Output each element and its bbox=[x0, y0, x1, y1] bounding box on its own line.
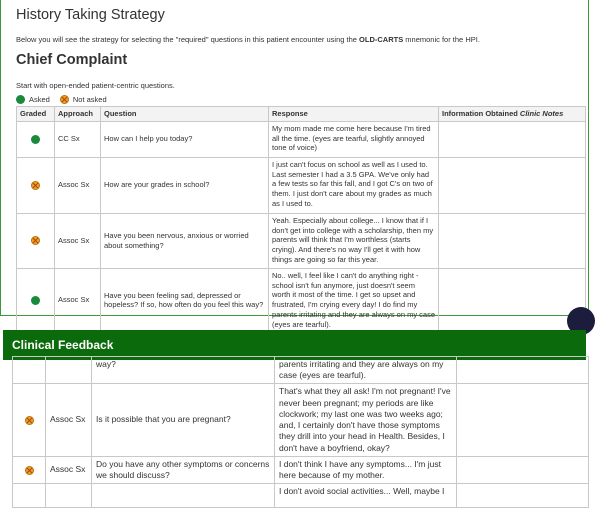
col-approach: Approach bbox=[55, 107, 101, 122]
question-cell: Is it possible that you are pregnant? bbox=[92, 384, 275, 456]
approach-cell: Assoc Sx bbox=[46, 456, 92, 483]
approach-cell: Assoc Sx bbox=[46, 384, 92, 456]
response-cell: My mom made me come here because I'm tired all the time. (eyes are tearful, slightly annoyed tone of voice) bbox=[269, 121, 439, 157]
clinical-feedback-title: Clinical Feedback bbox=[12, 338, 114, 352]
response-cell: No.. well, I feel like I can't do anything right - school isn't fun anymore, just doesn't seem worth it most of the time. I get so upset and frustrated, I'm crying every day! I do find my parents irritating and they are always on my case (eyes are tearful). bbox=[269, 268, 439, 332]
asked-icon bbox=[31, 296, 40, 305]
not-asked-icon bbox=[31, 181, 40, 190]
approach-cell bbox=[46, 357, 92, 384]
clinical-feedback-panel bbox=[0, 359, 600, 497]
col-clinic-notes-label: Clinic Notes bbox=[519, 109, 564, 118]
table-row bbox=[17, 157, 586, 213]
not-asked-icon bbox=[25, 416, 34, 425]
col-graded: Graded bbox=[17, 107, 55, 122]
legend-asked-label: Asked bbox=[29, 95, 50, 104]
response-cell: That's what they all ask! I'm not pregnant! I've never been pregnant; my periods are like clockwork; my last one was two weeks ago; and, I certainly don't have those symptoms they drill into your head in Health. Besides, I don't have a boyfriend, okay? bbox=[275, 384, 457, 456]
approach-cell: Assoc Sx bbox=[55, 157, 101, 213]
strategy-heading: History Taking Strategy bbox=[16, 7, 165, 23]
table-row bbox=[13, 484, 589, 508]
response-cell: I don't avoid social activities... Well, maybe I bbox=[275, 484, 457, 508]
clinic-notes-cell[interactable] bbox=[439, 268, 586, 332]
clinic-notes-cell[interactable] bbox=[439, 157, 586, 213]
not-asked-icon bbox=[60, 95, 69, 104]
graded-cell bbox=[17, 213, 55, 268]
response-cell: I don't think I have any symptoms... I'm just here because of my mother. bbox=[275, 456, 457, 483]
approach-cell: Assoc Sx bbox=[55, 213, 101, 268]
table-row bbox=[13, 357, 589, 384]
question-cell: How can I help you today? bbox=[101, 121, 269, 157]
feedback-question-table bbox=[12, 356, 589, 508]
response-cell: I just can't focus on school as well as I used to. Last semester I had a 3.5 GPA. We've only had a few tests so far this fall, and I got C's on two of them. I just don't care about my grades as much as I used to. bbox=[269, 157, 439, 213]
table-row bbox=[13, 456, 589, 483]
graded-cell bbox=[13, 357, 46, 384]
col-response: Response bbox=[269, 107, 439, 122]
table-row bbox=[17, 268, 586, 332]
asked-icon bbox=[16, 95, 25, 104]
graded-cell bbox=[13, 484, 46, 508]
col-question: Question bbox=[101, 107, 269, 122]
col-information-obtained bbox=[439, 107, 586, 122]
clinic-notes-cell[interactable] bbox=[439, 213, 586, 268]
graded-cell bbox=[13, 456, 46, 483]
not-asked-icon bbox=[25, 466, 34, 475]
intro-text-start: Below you will see the strategy for selecting the "required" questions in this patient encounter using the bbox=[16, 35, 360, 44]
asked-icon bbox=[31, 135, 40, 144]
question-cell: Do you have any other symptoms or concerns we should discuss? bbox=[92, 456, 275, 483]
table-row bbox=[17, 121, 586, 157]
approach-cell: Assoc Sx bbox=[55, 268, 101, 332]
graded-cell bbox=[17, 121, 55, 157]
clinic-notes-cell[interactable] bbox=[439, 121, 586, 157]
graded-cell bbox=[17, 157, 55, 213]
clinic-notes-cell[interactable] bbox=[457, 484, 589, 508]
intro-mnemonic: OLD-CARTS bbox=[359, 35, 404, 44]
legend-not-asked-label: Not asked bbox=[72, 95, 107, 104]
table-header-row bbox=[17, 107, 586, 122]
hpi-question-table bbox=[16, 106, 586, 333]
question-cell: How are your grades in school? bbox=[101, 157, 269, 213]
clinic-notes-cell[interactable] bbox=[457, 456, 589, 483]
approach-cell: CC Sx bbox=[55, 121, 101, 157]
response-cell: parents irritating and they are always on my case (eyes are tearful). bbox=[275, 357, 457, 384]
table-row bbox=[13, 384, 589, 456]
legend bbox=[16, 95, 107, 104]
table-row bbox=[17, 213, 586, 268]
chief-complaint-instruction: Start with open-ended patient-centric questions. bbox=[16, 81, 175, 90]
not-asked-icon bbox=[31, 236, 40, 245]
question-cell: way? bbox=[92, 357, 275, 384]
response-cell: Yeah. Especially about college... I know that if I don't get into college with a scholarship, then my parents will think that I'm worthless (starts crying). And there's no way I'll get it with how things are going so far this year. bbox=[269, 213, 439, 268]
question-cell bbox=[92, 484, 275, 508]
intro-text-end: mnemonic for the HPI. bbox=[403, 35, 480, 44]
graded-cell bbox=[13, 384, 46, 456]
approach-cell bbox=[46, 484, 92, 508]
strategy-intro bbox=[16, 35, 480, 44]
question-cell: Have you been feeling sad, depressed or hopeless? If so, how often do you feel this way? bbox=[101, 268, 269, 332]
clinic-notes-cell[interactable] bbox=[457, 384, 589, 456]
clinic-notes-cell[interactable] bbox=[457, 357, 589, 384]
question-cell: Have you been nervous, anxious or worried about something? bbox=[101, 213, 269, 268]
graded-cell bbox=[17, 268, 55, 332]
col-info-label: Information Obtained bbox=[442, 109, 520, 118]
chief-complaint-heading: Chief Complaint bbox=[16, 52, 128, 68]
